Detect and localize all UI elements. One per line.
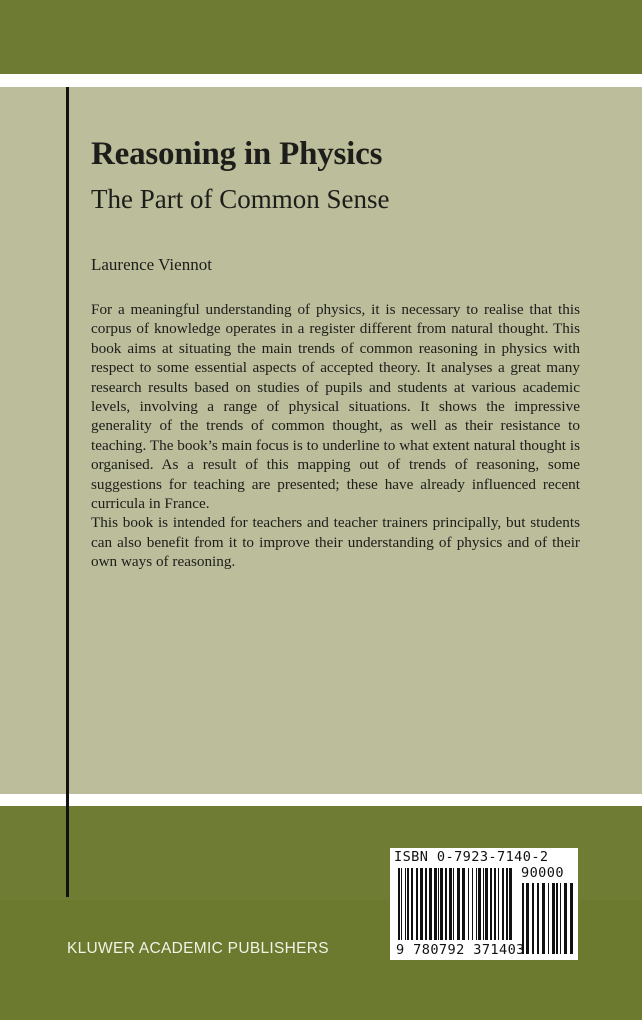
description-paragraph: This book is intended for teachers and teacher trainers principally, but students can also benefit from it to improve their understanding of physics and of their own ways of reasoning. — [91, 514, 580, 571]
top-white-stripe — [0, 74, 642, 87]
book-title: Reasoning in Physics — [91, 136, 383, 172]
description-paragraph: For a meaningful understanding of physics, it is necessary to realise that this corpus of knowledge operates in a register different from natural thought. This book aims at situating the main trends of common reasoning in physics with respect to some essential aspects of accepted theory. It analyses a great many research results based on studies of pupils and students at various academic levels, involving a range of physical situations. It shows the impressive generality of the trends of common thought, as well as their resistance to teaching. The book’s main focus is to underline to what extent natural thought is organised. As a result of this mapping out of trends of reasoning, some suggestions for teaching are presented; these have already influenced recent curricula in France. — [91, 301, 580, 513]
top-olive-band — [0, 0, 642, 74]
author-name: Laurence Viennot — [91, 255, 212, 274]
isbn-barcode — [390, 848, 578, 960]
isbn-number: ISBN 0-7923-7140-2 — [394, 849, 549, 865]
book-description — [91, 300, 580, 572]
publisher-name: KLUWER ACADEMIC PUBLISHERS — [67, 940, 329, 957]
bottom-white-stripe — [0, 794, 642, 806]
ean-number: 9 780792 371403 — [396, 942, 525, 958]
price-addon-number: 90000 — [521, 865, 564, 881]
vertical-rule — [66, 87, 69, 897]
book-subtitle: The Part of Common Sense — [91, 184, 390, 214]
